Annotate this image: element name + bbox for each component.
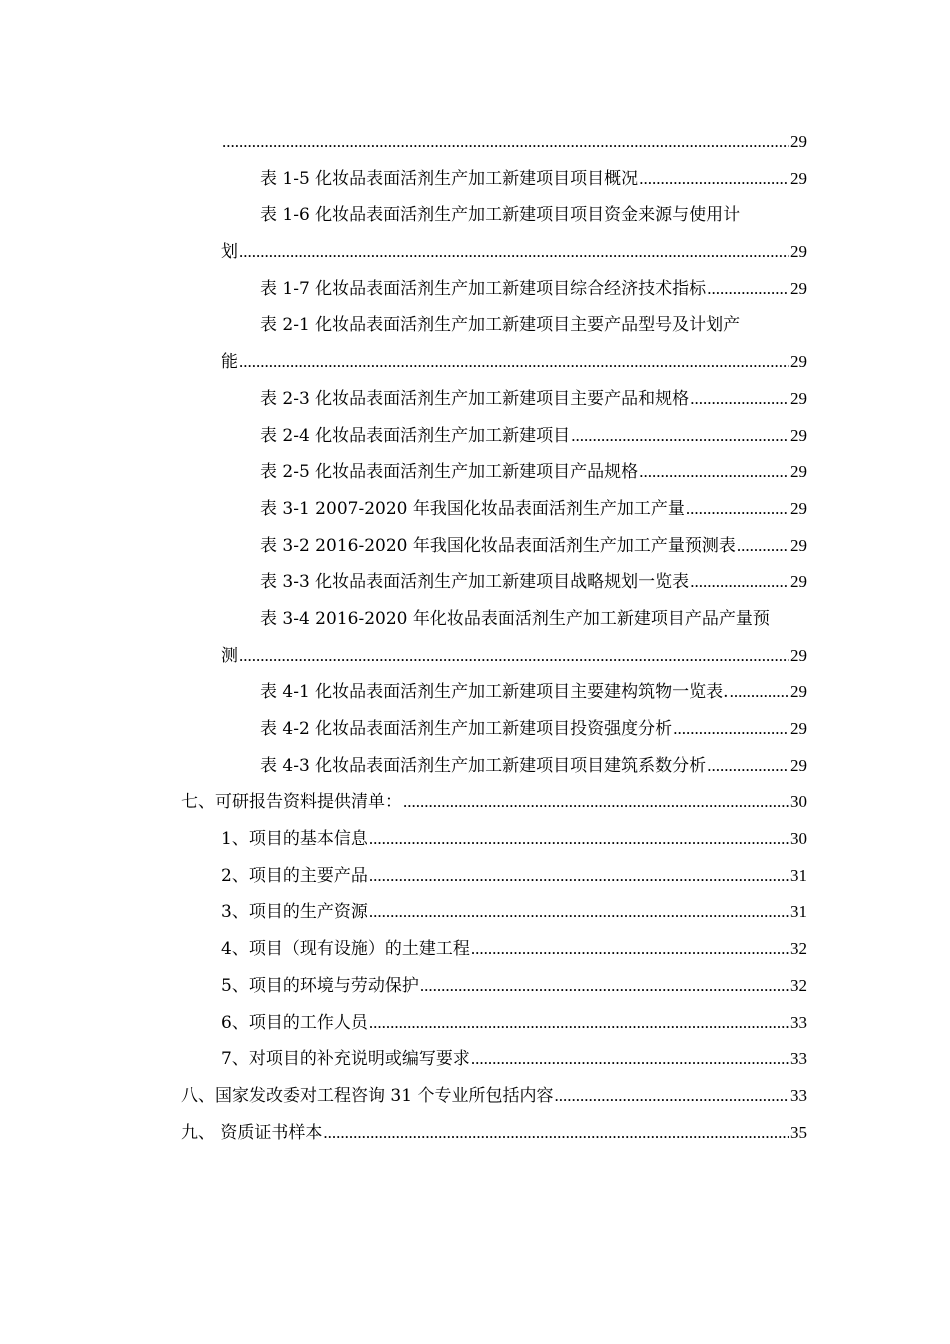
toc-entry-page-number: 31 [790,865,807,885]
toc-entry-page-number: 31 [790,902,807,922]
toc-entry-page-number: 29 [790,242,807,262]
toc-entry-page-number: 29 [790,535,807,555]
toc-entry-title: 表 4-3 化妆品表面活剂生产加工新建项目项目建筑系数分析 [260,755,707,776]
toc-entry[interactable] [260,528,807,565]
toc-entry[interactable] [221,931,807,968]
toc-entry-page-number: 30 [790,829,807,849]
dot-leader [554,1078,789,1115]
dot-leader [239,234,789,271]
toc-entry-title: 划 [221,242,238,263]
toc-entry-title: 7、对项目的补充说明或编写要求 [221,1049,470,1070]
toc-entry-title: 表 3-2 2016-2020 年我国化妆品表面活剂生产加工产量预测表 [260,535,736,556]
dot-leader [707,748,789,785]
toc-entry-page-number: 33 [790,1085,807,1105]
toc-entry-page-number: 29 [790,388,807,408]
toc-entry[interactable] [260,601,807,638]
dot-leader [571,418,789,455]
toc-entry-title: 表 4-2 化妆品表面活剂生产加工新建项目投资强度分析 [260,719,673,739]
toc-entry-title: 6、项目的工作人员 [221,1012,368,1033]
toc-entry[interactable] [221,1041,807,1078]
dot-leader [369,1005,789,1042]
toc-entry-title: 八、国家发改委对工程咨询 31 个专业所包括内容 [181,1085,554,1106]
toc-entry[interactable] [221,968,807,1005]
toc-entry-title: 七、可研报告资料提供清单： [181,792,402,813]
toc-entry[interactable] [221,638,807,675]
toc-entry-page-number: 29 [790,498,807,518]
toc-entry-page-number: 29 [790,755,807,775]
toc-entry[interactable] [221,858,807,895]
toc-entry-title: 5、项目的环境与劳动保护 [221,975,419,996]
toc-entry-page-number: 29 [790,352,807,372]
dot-leader [369,821,789,858]
toc-entry[interactable] [221,821,807,858]
toc-entry-title: 表 1-5 化妆品表面活剂生产加工新建项目项目概况 [260,168,639,189]
toc-entry[interactable] [260,161,807,198]
toc-entry[interactable] [221,234,807,271]
dot-leader [369,894,789,931]
dot-leader [239,638,789,675]
toc-entry[interactable] [260,307,807,344]
toc-entry-title: 2、项目的主要产品 [221,865,368,886]
toc-entry-title: 表 2-5 化妆品表面活剂生产加工新建项目产品规格 [260,462,639,483]
toc-entry-title: 表 2-4 化妆品表面活剂生产加工新建项目 [260,425,571,446]
toc-entry-title: 测 [221,645,238,666]
dot-leader [639,161,789,198]
toc-entry[interactable] [260,271,807,308]
toc-entry-page-number: 33 [790,1012,807,1032]
toc-entry-page-number: 29 [790,278,807,298]
toc-entry[interactable] [260,748,807,785]
toc-entry-page-number: 29 [790,719,807,738]
toc-entry-title: 表 4-1 化妆品表面活剂生产加工新建项目主要建构筑物一览表. [260,682,729,703]
dot-leader [471,1041,789,1078]
dot-leader [690,564,789,601]
toc-entry-title: 4、项目（现有设施）的土建工程 [221,939,470,960]
dot-leader [239,344,789,381]
toc-entry-title: 1、项目的基本信息 [221,829,368,850]
toc-entry[interactable] [260,418,807,455]
toc-entry-title: 表 1-6 化妆品表面活剂生产加工新建项目项目资金来源与使用计 [260,205,741,226]
toc-entry-page-number: 29 [790,645,807,665]
toc-entry-page-number: 33 [790,1049,807,1069]
toc-entry-page-number: 30 [790,792,807,812]
dot-leader [222,124,789,161]
dot-leader [420,968,789,1005]
toc-entry[interactable] [260,711,807,748]
dot-leader [673,711,789,748]
dot-leader [686,491,789,528]
dot-leader [730,674,789,711]
toc-entry[interactable] [221,344,807,381]
toc-entry-title: 表 3-4 2016-2020 年化妆品表面活剂生产加工新建项目产品产量预 [260,608,770,629]
table-of-contents [0,124,950,1151]
toc-entry[interactable] [260,454,807,491]
toc-entry[interactable] [260,564,807,601]
toc-entry-page-number: 29 [790,425,807,445]
toc-entry-page-number: 35 [790,1122,807,1142]
toc-entry-page-number: 29 [790,572,807,592]
toc-entry[interactable] [181,1078,807,1115]
toc-entry-page-number: 29 [790,682,807,702]
toc-entry[interactable] [221,124,807,161]
toc-entry-title: 表 1-7 化妆品表面活剂生产加工新建项目综合经济技术指标 [260,278,707,299]
toc-entry[interactable] [260,197,807,234]
toc-entry-page-number: 32 [790,975,807,995]
toc-entry[interactable] [181,1115,807,1152]
dot-leader [369,858,789,895]
toc-entry[interactable] [221,894,807,931]
toc-entry-page-number: 29 [790,168,807,188]
toc-entry-title: 表 3-3 化妆品表面活剂生产加工新建项目战略规划一览表 [260,572,690,593]
dot-leader [690,381,789,418]
toc-entry[interactable] [260,491,807,528]
dot-leader [737,528,789,565]
toc-entry[interactable] [260,381,807,418]
toc-entry[interactable] [181,784,807,821]
dot-leader [323,1115,789,1152]
toc-entry-title: 九、 资质证书样本 [181,1122,323,1143]
dot-leader [471,931,789,968]
dot-leader [707,271,789,308]
toc-entry-page-number: 29 [790,462,807,482]
toc-entry[interactable] [221,1005,807,1042]
toc-entry-title: 表 2-1 化妆品表面活剂生产加工新建项目主要产品型号及计划产 [260,315,741,336]
toc-entry-title: 表 2-3 化妆品表面活剂生产加工新建项目主要产品和规格 [260,388,690,409]
toc-entry[interactable] [260,674,807,711]
toc-entry-title: 能 [221,352,238,373]
toc-entry-page-number: 32 [790,939,807,959]
dot-leader [403,784,789,821]
toc-entry-title: 表 3-1 2007-2020 年我国化妆品表面活剂生产加工产量 [260,498,685,519]
dot-leader [639,454,789,491]
toc-entry-page-number: 29 [790,132,807,151]
toc-entry-title: 3、项目的生产资源 [221,902,368,923]
